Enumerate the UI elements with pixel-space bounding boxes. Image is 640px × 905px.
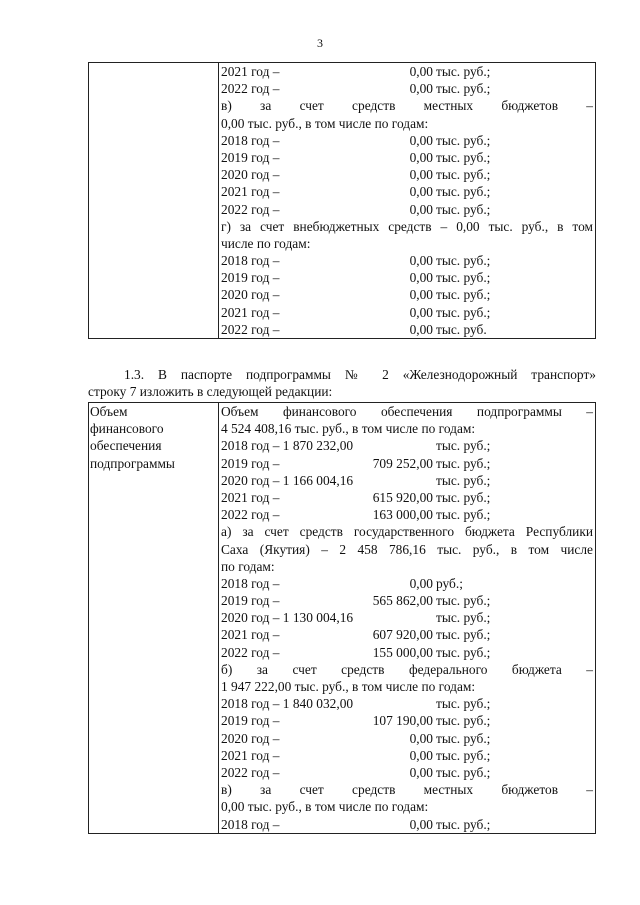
funding-year-line	[221, 730, 593, 747]
text-line: а) за счет средств государственного бюджета Республики	[221, 524, 593, 540]
amount-value: 0,00	[409, 816, 433, 832]
funding-year-line	[221, 455, 593, 472]
funding-details-cell	[219, 403, 596, 834]
funding-year-line	[221, 489, 593, 506]
unit-label: тыс. руб.;	[436, 287, 491, 303]
funding-year-line	[221, 644, 593, 661]
amount-value: 709 252,00	[372, 455, 433, 471]
amount-value: 0,00	[409, 253, 433, 269]
funding-year-line	[221, 201, 593, 218]
funding-year-line	[221, 592, 593, 609]
amount-value: 0,00	[409, 184, 433, 200]
subprogram-funding-table	[88, 402, 596, 834]
year-label: 2019 год –	[221, 149, 280, 165]
year-label: 2021 год –	[221, 489, 280, 505]
amount-value: 0,00	[409, 64, 433, 79]
amount-value: 0,00	[409, 304, 433, 320]
funding-year-line	[221, 252, 593, 269]
year-label: 2022 год –	[221, 81, 280, 97]
amount-value: 0,00	[409, 167, 433, 183]
funding-year-line	[221, 437, 593, 454]
funding-year-line	[221, 166, 593, 183]
unit-label: тыс. руб.;	[436, 472, 491, 488]
page-number: 3	[317, 36, 323, 50]
label-line: финансового	[90, 421, 164, 437]
amount-value: 0,00	[409, 81, 433, 97]
funding-table-continued	[88, 62, 596, 339]
funding-year-line	[221, 472, 593, 489]
year-label: 2018 год –	[221, 575, 280, 591]
text-line: числе по годам:	[221, 235, 311, 251]
year-label: 2021 год –	[221, 304, 280, 320]
text-line: в) за счет средств местных бюджетов –	[221, 782, 593, 798]
label-line: подпрограммы	[90, 455, 175, 471]
unit-label: тыс. руб.;	[436, 507, 491, 523]
amount-value: 0,00	[409, 730, 433, 746]
year-label: 2019 год –	[221, 593, 280, 609]
text-line: Объем финансового обеспечения подпрограммы –	[221, 404, 593, 419]
paragraph-line: 1.3. В паспорте подпрограммы № 2 «Железнодорожный транспорт»	[124, 367, 596, 382]
funding-year-line	[221, 506, 593, 523]
label-line: обеспечения	[90, 438, 162, 454]
unit-label: тыс. руб.;	[436, 132, 491, 148]
text-line: 1 947 222,00 тыс. руб., в том числе по годам:	[221, 679, 476, 694]
amount-value: 0,00	[409, 764, 433, 780]
amount-value: 565 862,00	[372, 593, 433, 609]
text-line: Саха (Якутия) – 2 458 786,16 тыс. руб., в том числе	[221, 541, 593, 557]
amount-value: 615 920,00	[372, 489, 433, 505]
funding-year-line	[221, 149, 593, 166]
unit-label: тыс. руб.;	[436, 696, 491, 712]
year-label: 2018 год –	[221, 816, 280, 832]
funding-year-line	[221, 321, 593, 338]
unit-label: тыс. руб.;	[436, 644, 491, 660]
year-label: 2021 год –	[221, 627, 280, 643]
funding-year-line	[221, 764, 593, 781]
unit-label: тыс. руб.;	[436, 747, 491, 763]
amount-value: 0,00	[409, 321, 433, 337]
unit-label: тыс. руб.;	[436, 201, 491, 217]
amount-value: 0,00	[409, 575, 433, 591]
amount-value: 0,00	[409, 201, 433, 217]
funding-year-line	[221, 63, 593, 80]
year-label: 2021 год –	[221, 64, 280, 79]
year-label: 2022 год –	[221, 321, 280, 337]
funding-year-line	[221, 132, 593, 149]
unit-label: тыс. руб.;	[436, 167, 491, 183]
unit-label: тыс. руб.;	[436, 489, 491, 505]
funding-year-line	[221, 304, 593, 321]
text-line: г) за счет внебюджетных средств – 0,00 тыс. руб., в том	[221, 218, 593, 234]
year-label: 2018 год –	[221, 132, 280, 148]
amount-value: 163 000,00	[372, 507, 433, 523]
unit-label: тыс. руб.	[436, 321, 487, 337]
table-row	[89, 63, 596, 339]
amount-value: 0,00	[409, 270, 433, 286]
unit-label: тыс. руб.;	[436, 184, 491, 200]
year-label: 2018 год –	[221, 253, 280, 269]
text-line: 0,00 тыс. руб., в том числе по годам:	[221, 799, 429, 815]
unit-label: тыс. руб.;	[436, 438, 491, 454]
unit-label: тыс. руб.;	[436, 610, 491, 626]
unit-label: тыс. руб.;	[436, 253, 491, 269]
year-label: 2022 год –	[221, 644, 280, 660]
year-label: 2018 год – 1 840 032,00	[221, 696, 354, 712]
table-row	[89, 403, 596, 834]
unit-label: тыс. руб.;	[436, 764, 491, 780]
unit-label: тыс. руб.;	[436, 81, 491, 97]
year-label: 2021 год –	[221, 184, 280, 200]
text-line: 4 524 408,16 тыс. руб., в том числе по годам:	[221, 421, 476, 437]
unit-label: тыс. руб.;	[436, 64, 491, 79]
year-label: 2022 год –	[221, 201, 280, 217]
label-cell	[89, 403, 219, 834]
amount-value: 0,00	[409, 132, 433, 148]
funding-year-line	[221, 575, 593, 592]
amount-value: 607 920,00	[372, 627, 433, 643]
text-line: по годам:	[221, 558, 275, 574]
text-line: б) за счет средств федерального бюджета –	[221, 661, 593, 677]
funding-year-line	[221, 712, 593, 729]
paragraph-line: строку 7 изложить в следующей редакции:	[88, 384, 333, 400]
year-label: 2019 год –	[221, 270, 280, 286]
label-line: Объем	[90, 404, 128, 419]
label-cell-empty	[89, 63, 219, 339]
funding-year-line	[221, 269, 593, 286]
year-label: 2020 год – 1 130 004,16	[221, 610, 354, 626]
amount-value: 155 000,00	[372, 644, 433, 660]
unit-label: тыс. руб.;	[436, 455, 491, 471]
amount-value: 107 190,00	[372, 713, 433, 729]
funding-year-line	[221, 286, 593, 303]
funding-year-line	[221, 695, 593, 712]
year-label: 2021 год –	[221, 747, 280, 763]
amount-value: 0,00	[409, 287, 433, 303]
year-label: 2019 год –	[221, 713, 280, 729]
unit-label: тыс. руб.;	[436, 270, 491, 286]
funding-year-line	[221, 183, 593, 200]
amount-value: 0,00	[409, 747, 433, 763]
unit-label: тыс. руб.;	[436, 730, 491, 746]
year-label: 2020 год – 1 166 004,16	[221, 472, 354, 488]
year-label: 2020 год –	[221, 730, 280, 746]
funding-year-line	[221, 747, 593, 764]
funding-year-line	[221, 609, 593, 626]
unit-label: тыс. руб.;	[436, 149, 491, 165]
funding-year-line	[221, 80, 593, 97]
unit-label: тыс. руб.;	[436, 593, 491, 609]
year-label: 2022 год –	[221, 764, 280, 780]
year-label: 2018 год – 1 870 232,00	[221, 438, 354, 454]
unit-label: руб.;	[436, 575, 463, 591]
funding-year-line	[221, 816, 593, 833]
unit-label: тыс. руб.;	[436, 627, 491, 643]
text-line: 0,00 тыс. руб., в том числе по годам:	[221, 115, 429, 131]
year-label: 2020 год –	[221, 167, 280, 183]
unit-label: тыс. руб.;	[436, 713, 491, 729]
funding-year-line	[221, 626, 593, 643]
amendment-paragraph	[88, 366, 596, 400]
unit-label: тыс. руб.;	[436, 304, 491, 320]
unit-label: тыс. руб.;	[436, 816, 491, 832]
year-label: 2022 год –	[221, 507, 280, 523]
amount-value: 0,00	[409, 149, 433, 165]
funding-details-cell	[219, 63, 596, 339]
year-label: 2020 год –	[221, 287, 280, 303]
text-line: в) за счет средств местных бюджетов –	[221, 98, 593, 114]
year-label: 2019 год –	[221, 455, 280, 471]
